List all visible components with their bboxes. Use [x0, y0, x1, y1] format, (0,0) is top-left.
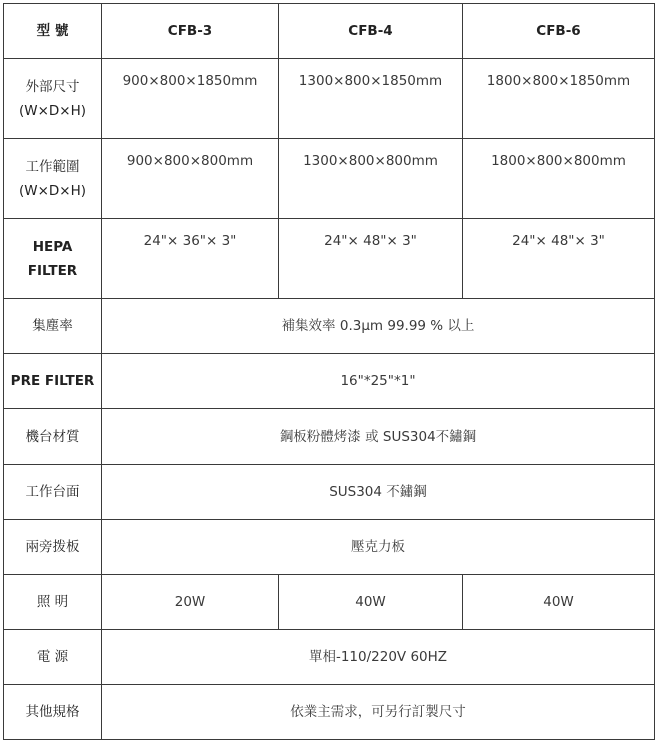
outer-size-cfb-6: 1800×800×1850mm [463, 59, 655, 139]
outer-size-cfb-4: 1300×800×1850mm [279, 59, 463, 139]
spec-table [3, 3, 655, 740]
power-value: 單相-110/220V 60HZ [102, 629, 655, 684]
row-pre-filter [4, 354, 655, 409]
pre-filter-label: PRE FILTER [4, 354, 102, 409]
hepa-label-line1: HEPA [32, 238, 73, 255]
pre-filter-value: 16"*25"*1" [102, 354, 655, 409]
hepa-cfb-3: 24"× 36"× 3" [102, 219, 279, 299]
row-body-material [4, 409, 655, 464]
row-work-range [4, 139, 655, 219]
side-panel-label: 兩旁拨板 [4, 519, 102, 574]
efficiency-label: 集塵率 [4, 299, 102, 354]
lighting-cfb-6: 40W [463, 574, 655, 629]
row-lighting [4, 574, 655, 629]
row-power [4, 629, 655, 684]
outer-size-label-line1: 外部尺寸 [25, 78, 80, 95]
model-cfb-6: CFB-6 [463, 4, 655, 59]
model-cfb-4: CFB-4 [279, 4, 463, 59]
row-outer-size [4, 59, 655, 139]
outer-size-label-line2: (W×D×H) [18, 102, 87, 119]
lighting-cfb-4: 40W [279, 574, 463, 629]
model-cfb-3: CFB-3 [102, 4, 279, 59]
outer-size-label [4, 59, 102, 139]
model-label: 型 號 [4, 4, 102, 59]
work-range-label-line1: 工作範圍 [25, 158, 80, 175]
other-label: 其他規格 [4, 684, 102, 739]
hepa-label-line2: FILTER [27, 262, 78, 279]
work-range-cfb-3: 900×800×800mm [102, 139, 279, 219]
body-material-value: 鋼板粉體烤漆 或 SUS304不鏽鋼 [102, 409, 655, 464]
hepa-cfb-4: 24"× 48"× 3" [279, 219, 463, 299]
work-surface-value: SUS304 不鏽鋼 [102, 464, 655, 519]
power-label: 電 源 [4, 629, 102, 684]
outer-size-cfb-3: 900×800×1850mm [102, 59, 279, 139]
other-value: 依業主需求，可另行訂製尺寸 [102, 684, 655, 739]
row-efficiency [4, 299, 655, 354]
hepa-label [4, 219, 102, 299]
lighting-label: 照 明 [4, 574, 102, 629]
body-material-label: 機台材質 [4, 409, 102, 464]
work-surface-label: 工作台面 [4, 464, 102, 519]
work-range-cfb-6: 1800×800×800mm [463, 139, 655, 219]
efficiency-value: 補集效率 0.3μm 99.99 % 以上 [102, 299, 655, 354]
work-range-label-line2: (W×D×H) [18, 182, 87, 199]
row-work-surface [4, 464, 655, 519]
hepa-cfb-6: 24"× 48"× 3" [463, 219, 655, 299]
work-range-cfb-4: 1300×800×800mm [279, 139, 463, 219]
row-side-panel [4, 519, 655, 574]
header-row [4, 4, 655, 59]
side-panel-value: 壓克力板 [102, 519, 655, 574]
row-other [4, 684, 655, 739]
row-hepa [4, 219, 655, 299]
work-range-label [4, 139, 102, 219]
lighting-cfb-3: 20W [102, 574, 279, 629]
